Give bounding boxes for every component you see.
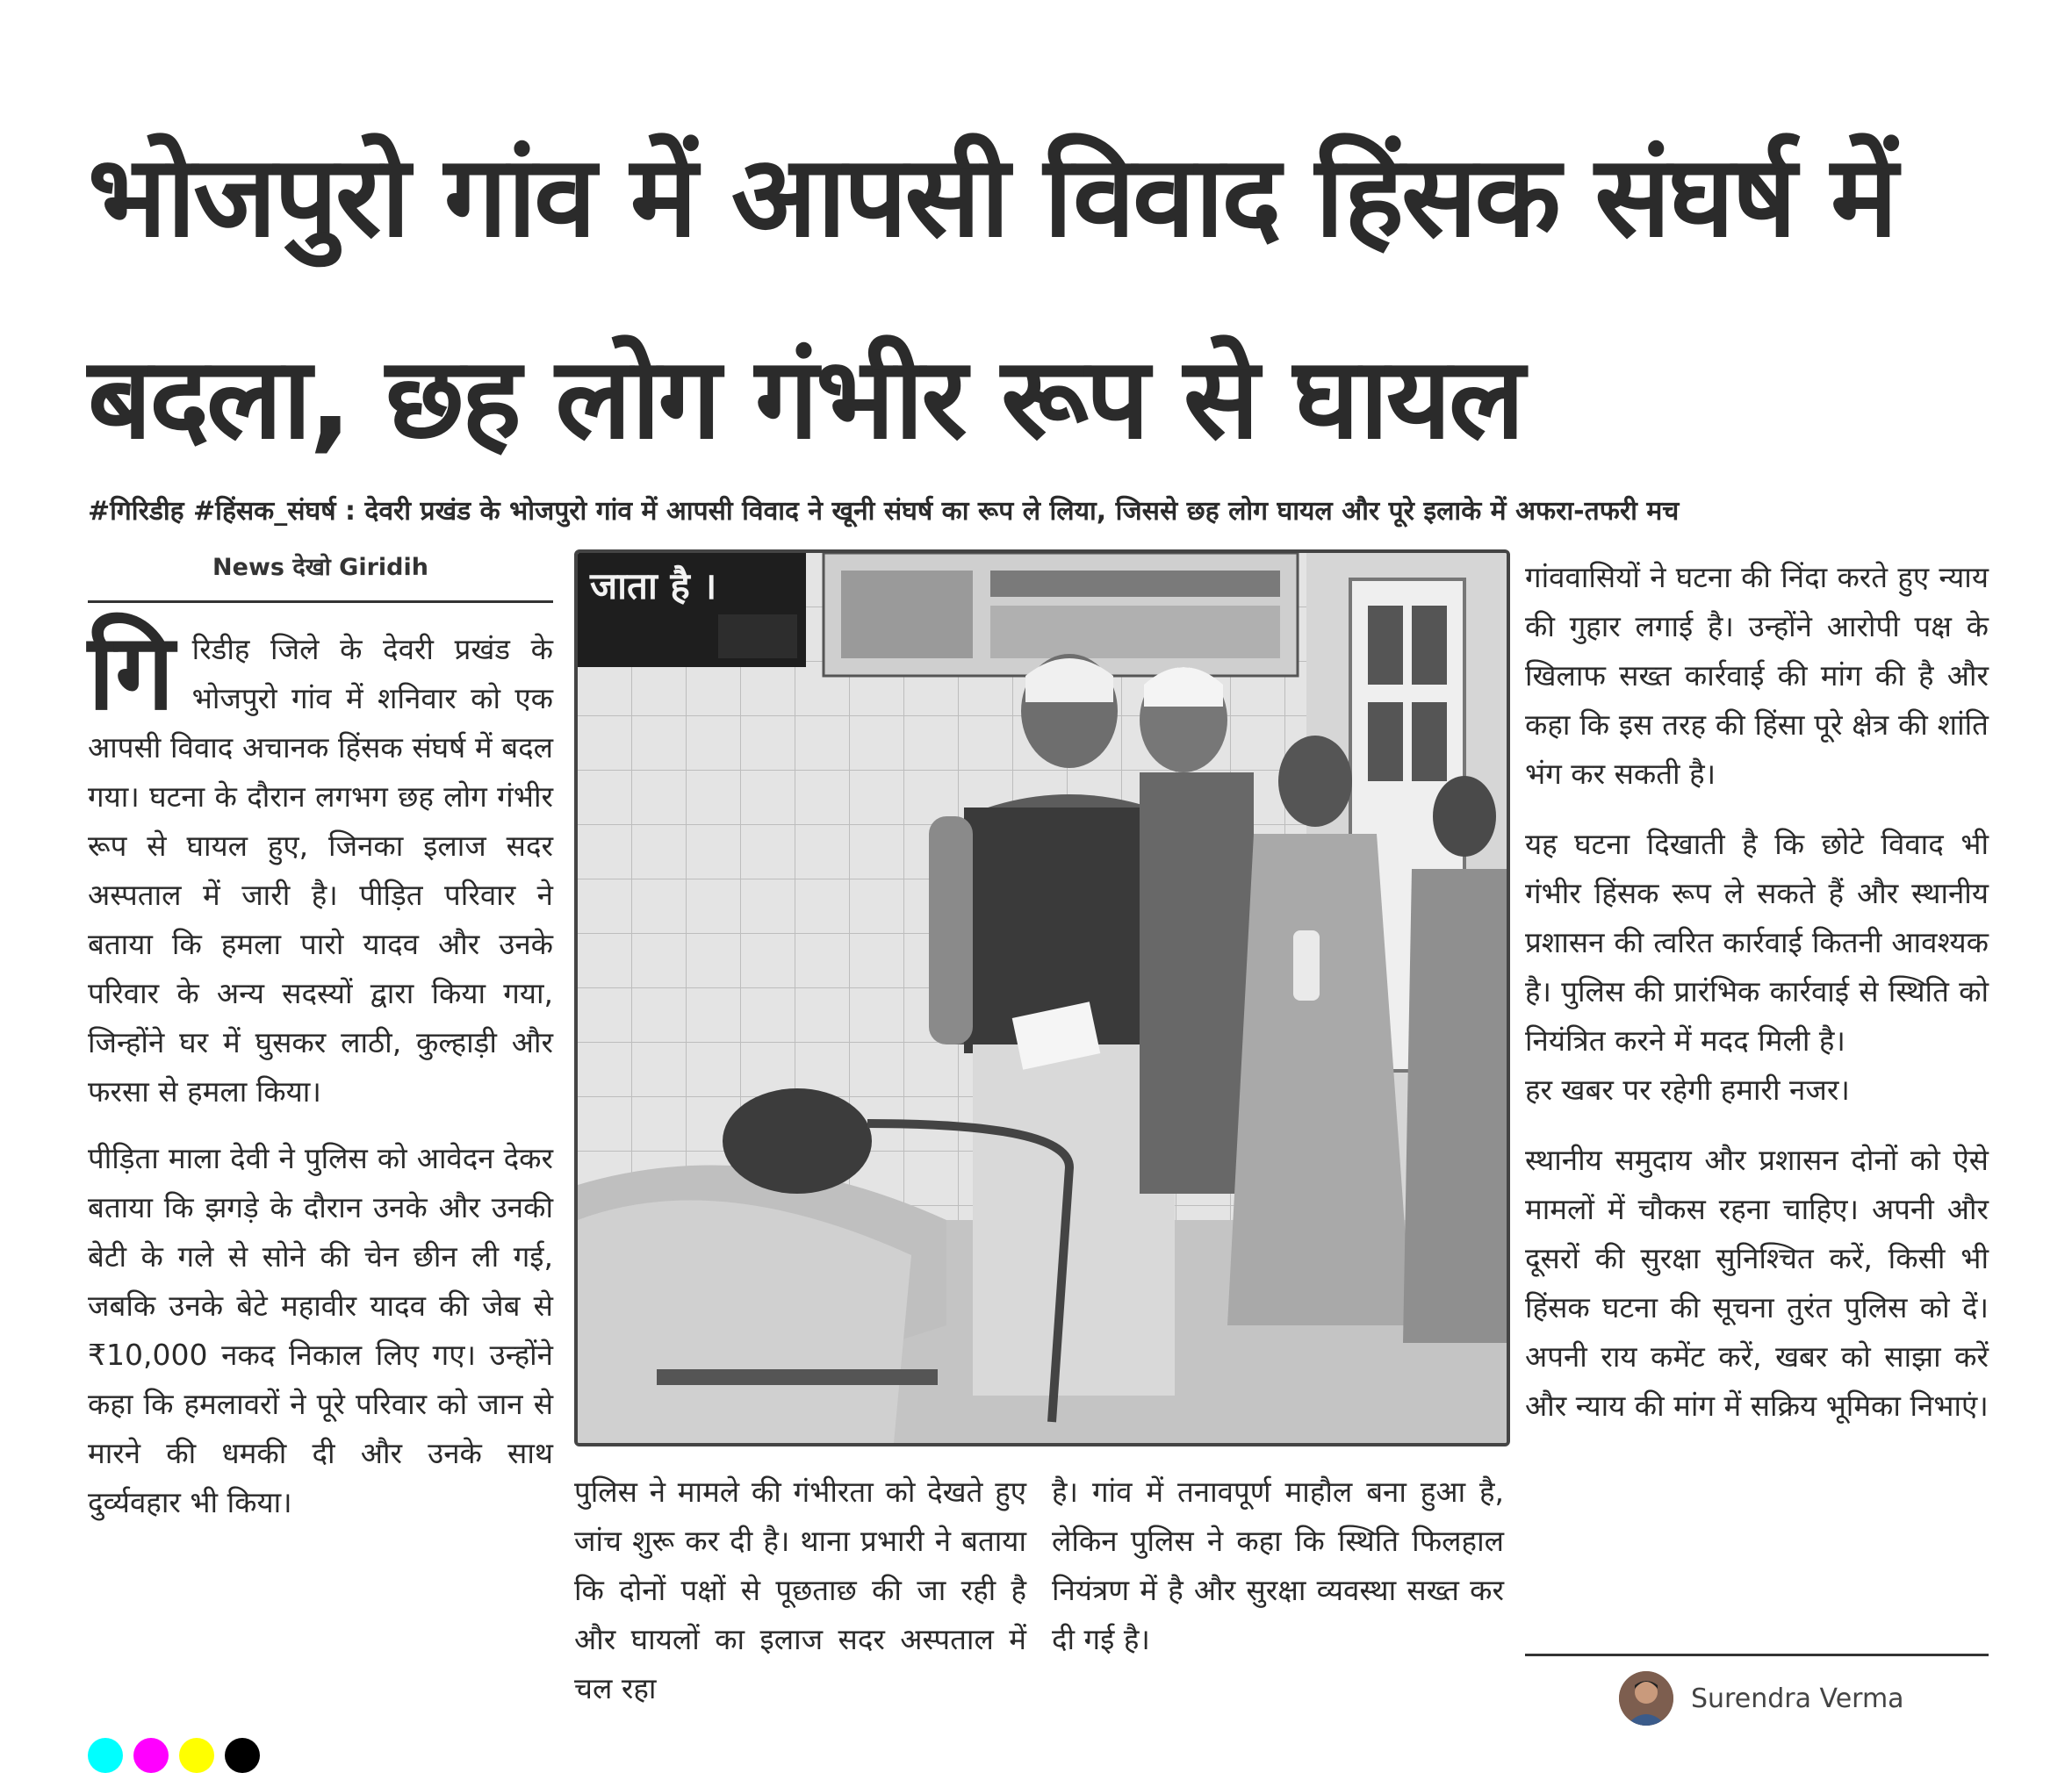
article-column-3 [1052, 1468, 1504, 1682]
paragraph-2: पीड़िता माला देवी ने पुलिस को आवेदन देकर बताया कि झगड़े के दौरान उनके और उनकी बेटी के गले से सोने की चेन छीन ली गई, जबकि उनके बेटे महावीर यादव की जेब से ₹10,000 नकद निकाल लिए गए। उन्होंने कहा कि हमलावरों ने पूरे परिवार को जान से मारने की धमकी दी और उनके साथ दुर्व्यवहार भी किया। [88, 1141, 553, 1519]
paragraph-4: है। गांव में तनावपूर्ण माहौल बना हुआ है, लेकिन पुलिस ने कहा कि स्थिति फिलहाल नियंत्रण में है और सुरक्षा व्यवस्था सख्त कर दी गई है। [1052, 1475, 1504, 1656]
article-column-2 [574, 1468, 1026, 1731]
avatar [1619, 1671, 1673, 1726]
tagline: हर खबर पर रहेगी हमारी नजर। [1525, 1073, 1850, 1107]
article-column-4 [1525, 553, 1989, 1448]
source-byline: News देखो Giridih [212, 554, 428, 581]
drop-cap: गि [88, 612, 175, 734]
black-dot [225, 1738, 260, 1773]
article-column-1 [88, 612, 553, 1545]
author-rule [1525, 1654, 1989, 1656]
cyan-dot [88, 1738, 123, 1773]
news-photo [574, 549, 1510, 1446]
magenta-dot [133, 1738, 169, 1773]
paragraph-6 [1525, 820, 1989, 1115]
cmyk-registration-dots [88, 1738, 260, 1773]
author-byline [1619, 1671, 1904, 1726]
author-name: Surendra Verma [1691, 1683, 1904, 1714]
hospital-scene-image [578, 553, 1507, 1443]
yellow-dot [179, 1738, 214, 1773]
paragraph-5: गांववासियों ने घटना की निंदा करते हुए न्याय की गुहार लगाई है। उन्होंने आरोपी पक्ष के खिलाफ सख्त कार्रवाई की मांग की है और कहा कि इस तरह की हिंसा पूरे क्षेत्र की शांति भंग कर सकती है। [1525, 560, 1989, 791]
wall-sign-text: जाता है । [590, 564, 717, 607]
headline: भोजपुरो गांव में आपसी विवाद हिंसक संघर्ष में बदला, छह लोग गंभीर रूप से घायल [88, 132, 1896, 464]
paragraph-1-text: रिडीह जिले के देवरी प्रखंड के भोजपुरो गांव में शनिवार को एक आपसी विवाद अचानक हिंसक संघर्ष में बदल गया। घटना के दौरान लगभग छह लोग गंभीर रूप से घायल हुए, जिनका इलाज सदर अस्पताल में जारी है। पीड़ित परिवार ने बताया कि हमला पारो यादव और उनके परिवार के अन्य सदस्यों द्वारा किया गया, जिन्होंने घर में घुसकर लाठी, कुल्हाड़ी और फरसा से हमला किया। [88, 632, 553, 1109]
kicker-subheadline: #गिरिडीह #हिंसक_संघर्ष : देवरी प्रखंड के भोजपुरो गांव में आपसी विवाद ने खूनी संघर्ष का रूप ले लिया, जिससे छह लोग घायल और पूरे इलाके में अफरा-तफरी मच [88, 496, 1680, 527]
source-rule [88, 600, 553, 603]
paragraph-1 [88, 612, 553, 1116]
paragraph-3: पुलिस ने मामले की गंभीरता को देखते हुए जांच शुरू कर दी है। थाना प्रभारी ने बताया कि दोनों पक्षों से पूछताछ की जा रही है और घायलों का इलाज सदर अस्पताल में चल रहा [574, 1475, 1026, 1705]
paragraph-6-text: यह घटना दिखाती है कि छोटे विवाद भी गंभीर हिंसक रूप ले सकते हैं और स्थानीय प्रशासन की त्वरित कार्रवाई कितनी आवश्यक है। पुलिस की प्रारंभिक कार्रवाई से स्थिति को नियंत्रित करने में मदद मिली है। [1525, 827, 1989, 1058]
paragraph-7: स्थानीय समुदाय और प्रशासन दोनों को ऐसे मामलों में चौकस रहना चाहिए। अपनी और दूसरों की सुरक्षा सुनिश्चित करें, किसी भी हिंसक घटना की सूचना तुरंत पुलिस को दें। अपनी राय कमेंट करें, खबर को साझा करें और न्याय की मांग में सक्रिय भूमिका निभाएं। [1525, 1143, 1989, 1423]
